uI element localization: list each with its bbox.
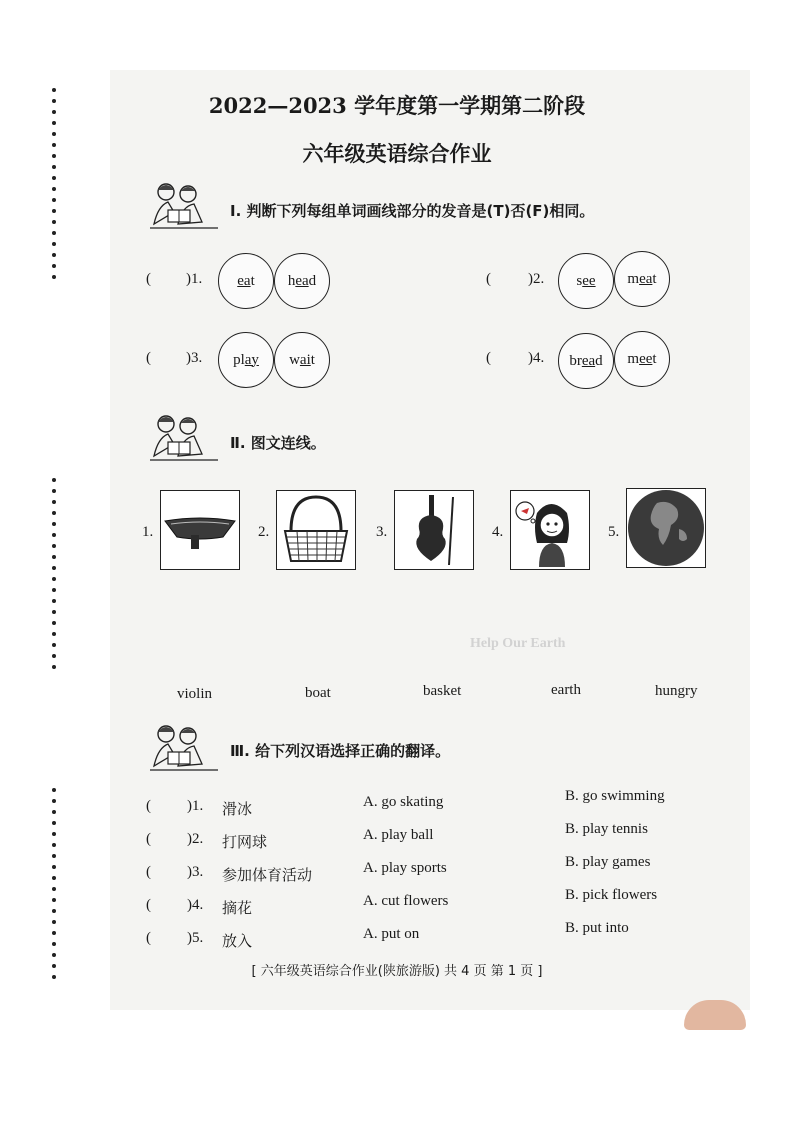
word-balloon-play: play: [218, 332, 274, 388]
option-a: A. play ball: [363, 827, 434, 843]
chinese-phrase: 参加体育活动: [222, 866, 313, 884]
binding-dot: [52, 865, 56, 869]
option-b: B. play games: [565, 854, 651, 870]
binding-dot: [52, 264, 56, 268]
binding-dot: [52, 599, 56, 603]
answer-blank-3[interactable]: (: [146, 350, 151, 366]
page-footer: [ 六年级英语综合作业(陕旅游版) 共 4 页 第 1 页 ]: [251, 964, 543, 979]
picture-number-3: 3.: [376, 524, 388, 540]
item-number: )3.: [187, 864, 204, 880]
word-balloon-eat: eat: [218, 253, 274, 309]
children-reading-icon: [144, 412, 224, 464]
earth-picture: [626, 488, 706, 568]
binding-dot: [52, 187, 56, 191]
word-balloon-head: head: [274, 253, 330, 309]
answer-blank-1[interactable]: (: [146, 271, 151, 287]
binding-dot: [52, 275, 56, 279]
binding-dot: [52, 533, 56, 537]
option-b: B. put into: [565, 920, 629, 936]
binding-dot: [52, 854, 56, 858]
word-balloon-bread: bread: [558, 333, 614, 389]
binding-dot: [52, 209, 56, 213]
binding-dot: [52, 511, 56, 515]
binding-dot: [52, 544, 56, 548]
chinese-phrase: 滑冰: [222, 800, 253, 818]
item-number-3: )3.: [186, 350, 203, 366]
binding-dot: [52, 522, 56, 526]
binding-dot: [52, 500, 56, 504]
answer-blank[interactable]: (: [146, 798, 151, 814]
option-b: B. go swimming: [565, 788, 665, 804]
binding-dot: [52, 478, 56, 482]
binding-dot: [52, 121, 56, 125]
match-word-basket: basket: [423, 683, 462, 699]
binding-dot: [52, 176, 56, 180]
section1-heading: Ⅰ. 判断下列每组单词画线部分的发音是(T)否(F)相同。: [230, 202, 595, 220]
picture-number-5: 5.: [608, 524, 620, 540]
item-number: )1.: [187, 798, 204, 814]
binding-dot: [52, 665, 56, 669]
answer-blank[interactable]: (: [146, 864, 151, 880]
answer-blank[interactable]: (: [146, 897, 151, 913]
children-reading-icon: [144, 180, 224, 232]
boat-picture: [160, 490, 240, 570]
binding-dot: [52, 588, 56, 592]
hungry-girl-picture: [510, 490, 590, 570]
binding-dot: [52, 632, 56, 636]
binding-dot: [52, 610, 56, 614]
option-a: A. play sports: [363, 860, 447, 876]
item-number-1: )1.: [186, 271, 203, 287]
binding-dot: [52, 909, 56, 913]
option-a: A. cut flowers: [363, 893, 449, 909]
binding-dot: [52, 132, 56, 136]
binding-dot: [52, 577, 56, 581]
answer-blank[interactable]: (: [146, 930, 151, 946]
chinese-phrase: 打网球: [222, 833, 268, 851]
option-a: A. put on: [363, 926, 420, 942]
binding-dot: [52, 898, 56, 902]
binding-dot: [52, 198, 56, 202]
binding-dot: [52, 643, 56, 647]
binding-dot: [52, 788, 56, 792]
page-title: 2022—2023 学年度第一学期第二阶段: [208, 93, 586, 118]
binding-dot: [52, 231, 56, 235]
match-word-boat: boat: [305, 685, 331, 701]
word-balloon-meet: meet: [614, 331, 670, 387]
section2-heading: Ⅱ. 图文连线。: [230, 434, 326, 452]
option-b: B. play tennis: [565, 821, 648, 837]
match-word-hungry: hungry: [655, 683, 698, 699]
item-number-4: )4.: [528, 350, 545, 366]
chinese-phrase: 摘花: [222, 899, 253, 917]
word-balloon-see: see: [558, 253, 614, 309]
binding-dot: [52, 621, 56, 625]
binding-dot: [52, 953, 56, 957]
chinese-phrase: 放入: [222, 932, 253, 950]
item-number: )4.: [187, 897, 204, 913]
section3-heading: Ⅲ. 给下列汉语选择正确的翻译。: [230, 742, 451, 760]
binding-dot: [52, 832, 56, 836]
binding-dot: [52, 242, 56, 246]
binding-dot: [52, 566, 56, 570]
page-subtitle: 六年级英语综合作业: [302, 142, 492, 166]
children-reading-icon: [144, 722, 224, 774]
binding-dot: [52, 887, 56, 891]
item-number: )2.: [187, 831, 204, 847]
basket-picture: [276, 490, 356, 570]
violin-picture: [394, 490, 474, 570]
ghost-text-title: Help Our Earth: [470, 636, 566, 651]
picture-number-2: 2.: [258, 524, 270, 540]
binding-dot: [52, 810, 56, 814]
match-word-violin: violin: [177, 686, 213, 702]
binding-dot: [52, 876, 56, 880]
binding-dot: [52, 220, 56, 224]
item-number: )5.: [187, 930, 204, 946]
answer-blank[interactable]: (: [146, 831, 151, 847]
binding-dot: [52, 555, 56, 559]
word-balloon-meat: meat: [614, 251, 670, 307]
item-number-2: )2.: [528, 271, 545, 287]
option-b: B. pick flowers: [565, 887, 658, 903]
binding-dot: [52, 920, 56, 924]
word-balloon-wait: wait: [274, 332, 330, 388]
picture-number-1: 1.: [142, 524, 154, 540]
binding-dot: [52, 799, 56, 803]
option-a: A. go skating: [363, 794, 444, 810]
picture-number-4: 4.: [492, 524, 504, 540]
answer-blank-4[interactable]: (: [486, 350, 491, 366]
binding-dot: [52, 942, 56, 946]
binding-dot: [52, 654, 56, 658]
binding-dots: [52, 88, 58, 988]
binding-dot: [52, 931, 56, 935]
binding-dot: [52, 253, 56, 257]
binding-dot: [52, 489, 56, 493]
match-word-earth: earth: [551, 682, 581, 698]
answer-blank-2[interactable]: (: [486, 271, 491, 287]
binding-dot: [52, 843, 56, 847]
binding-dot: [52, 821, 56, 825]
